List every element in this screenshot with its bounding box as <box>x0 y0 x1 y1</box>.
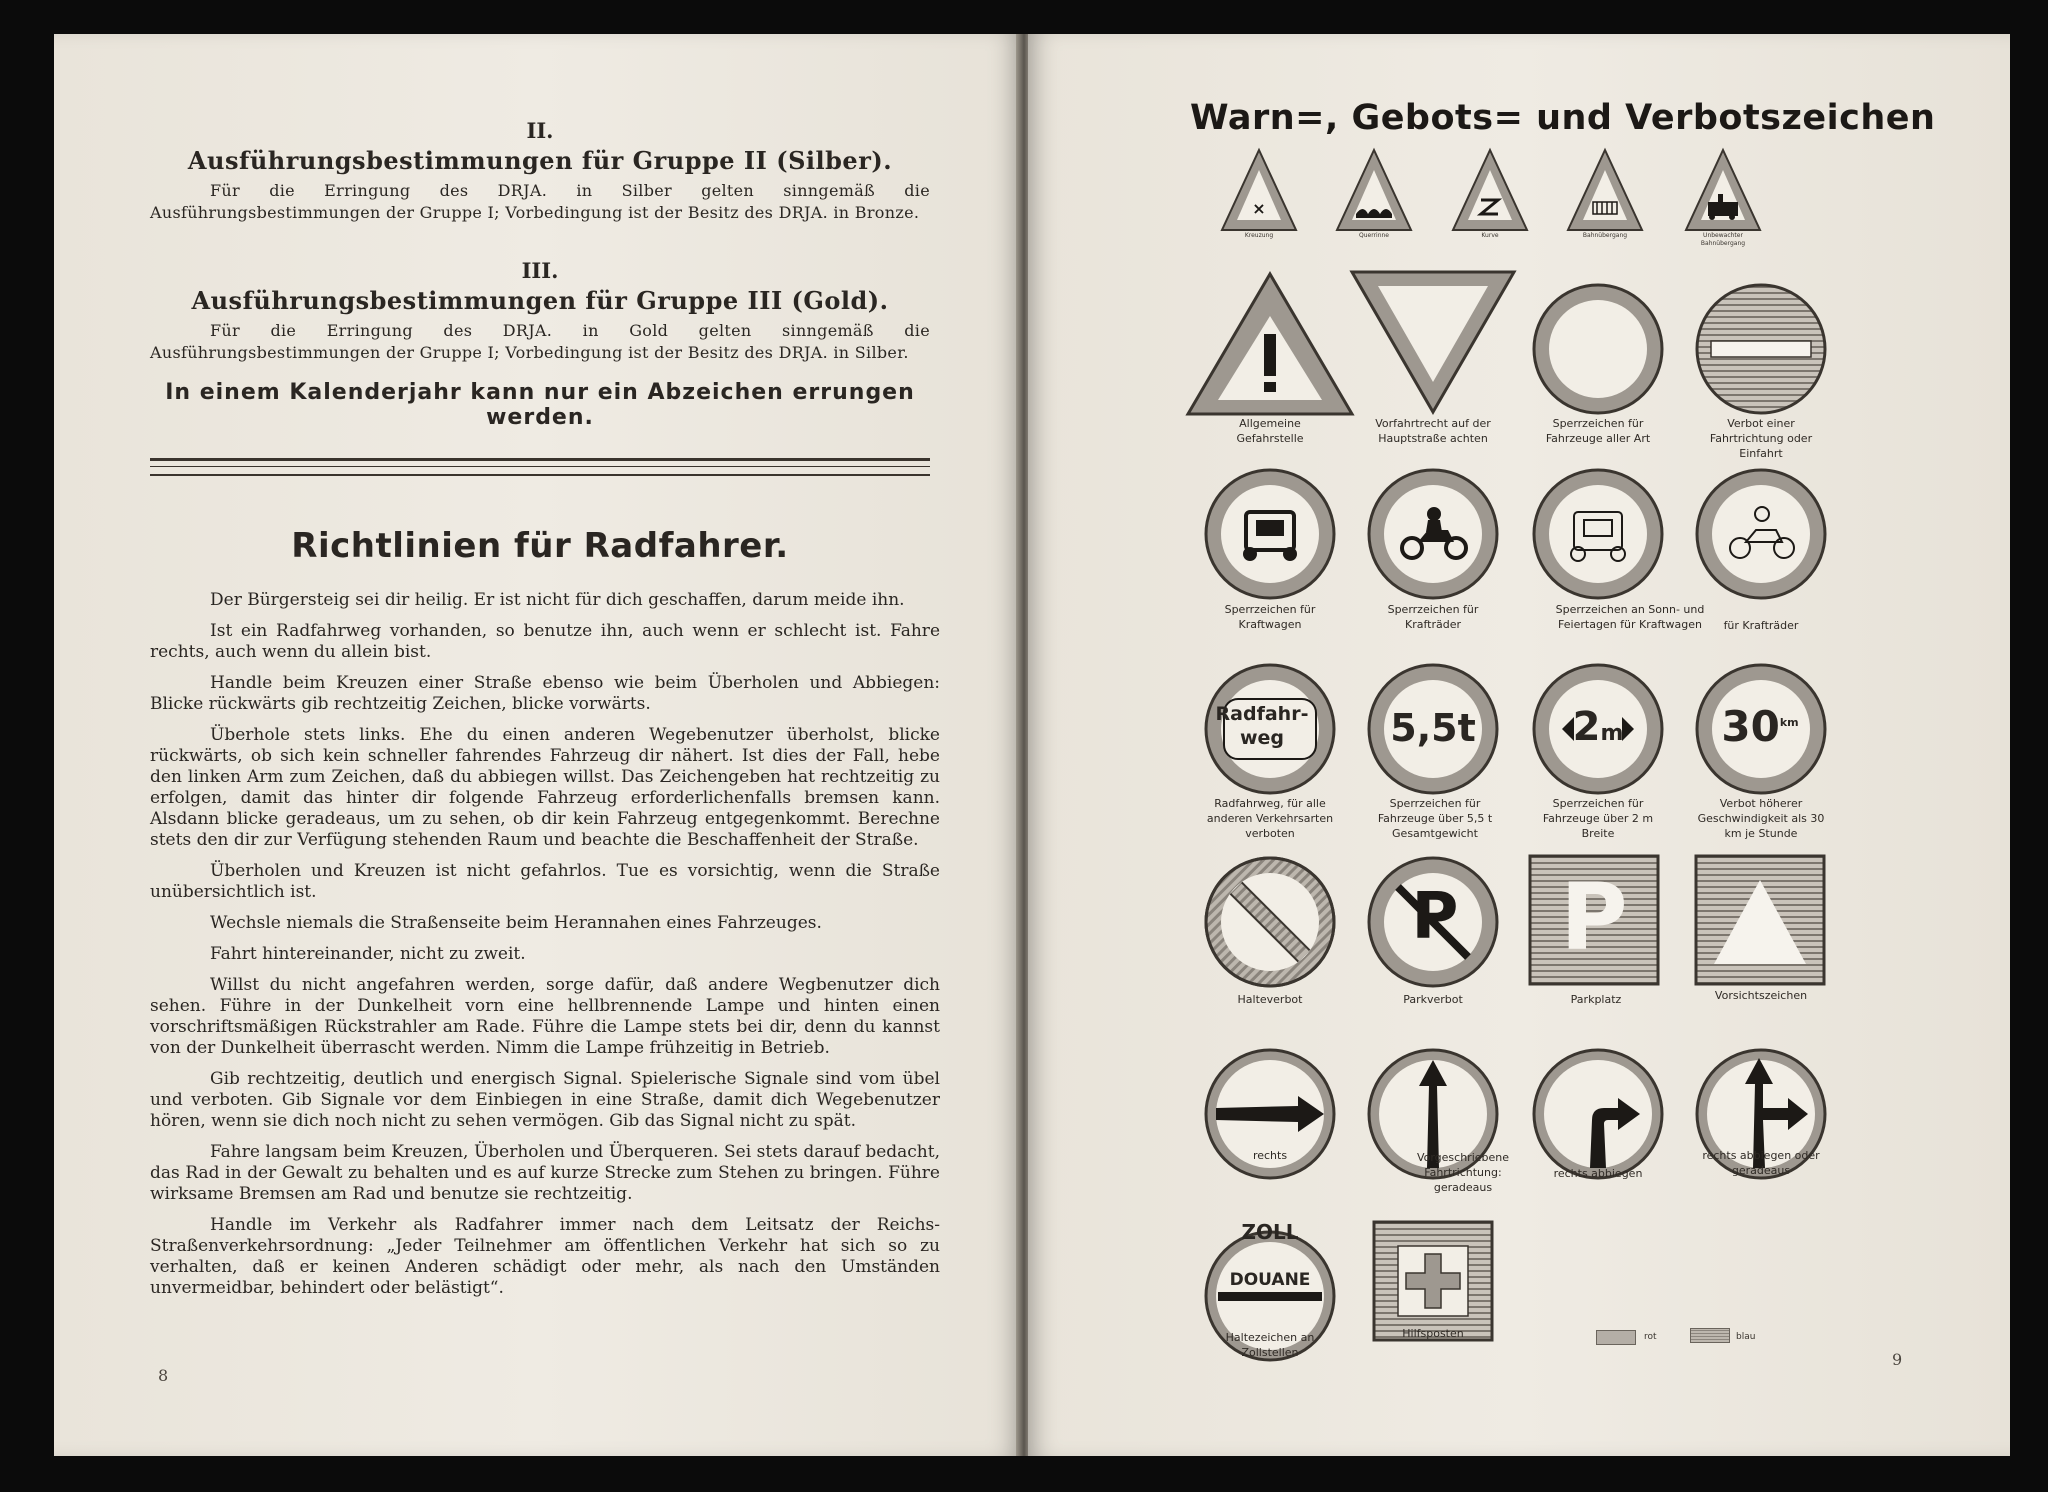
caption-caution: Vorsichtszeichen <box>1714 989 1808 1002</box>
caption-general-danger: Allgemeine Gefahrstelle <box>1236 417 1304 445</box>
weight-limit-value: 5,5t <box>1390 706 1476 750</box>
no-stopping-sign-icon <box>1206 858 1334 986</box>
caption-mandatory-right: rechts <box>1252 1149 1288 1162</box>
first-aid-post-sign-icon <box>1374 1222 1492 1340</box>
signs-title: Warn=, Gebots= und Verbotszeichen <box>1190 98 1936 138</box>
warning-sign-gutter-icon <box>1337 150 1411 230</box>
section-2-body: Für die Erringung des DRJA. in Silber gelten sinngemäß die Ausführungsbestimmungen der Gruppe I; Vorbedingung ist der Besitz des DRJA. in Bronze. <box>150 181 930 222</box>
guideline-paragraph: Fahrt hintereinander, nicht zu zweit. <box>210 944 526 964</box>
general-danger-sign-icon <box>1188 274 1352 414</box>
section-2-heading: Ausführungsbestimmungen für Gruppe II (Silber). <box>187 146 893 175</box>
svg-text:×: × <box>1252 199 1266 218</box>
section-2-number: II. <box>526 118 554 143</box>
warning-sign-railway-crossing-icon <box>1568 150 1642 230</box>
caption-right-or-straight: rechts abbiegen oder geradeaus <box>1702 1149 1820 1177</box>
guideline-paragraph: Gib rechtzeitig, deutlich und energisch Signal. Spielerische Signale sind vom übel und verboten. Gib Signale vor dem Einbiegen in eine Straße, damit dich Wegebenutzer hören, wenn sie dich noch nicht zu sehen vermögen. Gib das Signal nicht zu spät. <box>150 1069 940 1131</box>
legend-blue-swatch <box>1690 1328 1730 1343</box>
cycle-path-text-1: Radfahr- <box>1215 703 1309 725</box>
caption-railway: Bahnübergang <box>1582 232 1628 239</box>
guideline-paragraph: Wechsle niemals die Straßenseite beim Herannahen eines Fahrzeuges. <box>210 913 822 933</box>
caption-sundays-cars: Sperrzeichen an Sonn- und Feiertagen für Kraftwagen <box>1555 603 1705 631</box>
divider-rule <box>150 474 930 476</box>
caption-unguarded-railway: Unbewachter Bahnübergang <box>1700 232 1746 247</box>
cycle-path-text-2: weg <box>1239 727 1285 749</box>
caption-mandatory-right-turn: rechts abbiegen <box>1553 1167 1643 1180</box>
width-limit-unit: m <box>1600 721 1624 746</box>
caption-no-entry: Verbot einer Fahrtrichtung oder Einfahrt <box>1709 417 1813 460</box>
section-3-number: III. <box>521 258 559 283</box>
divider-rule <box>150 458 930 461</box>
legend-blue-label: blau <box>1736 1332 1756 1342</box>
no-motor-cars-sign-icon <box>1206 470 1334 598</box>
mandatory-right-turn-sign-icon <box>1534 1050 1662 1178</box>
left-page-number: 8 <box>158 1366 169 1385</box>
caption-cycle-path: Radfahrweg, für alle anderen Verkehrsarten verboten <box>1206 797 1334 840</box>
caption-gutter: Querrinne <box>1358 232 1389 239</box>
width-limit-value <box>1570 704 1626 750</box>
caption-no-parking: Parkverbot <box>1403 993 1463 1006</box>
no-motorcycles-sign-icon <box>1369 470 1497 598</box>
caption-crossing: Kreuzung <box>1244 232 1274 239</box>
guideline-paragraph: Überholen und Kreuzen ist nicht gefahrlos. Tue es vorsichtig, wenn die Straße unübersichtlich ist. <box>150 861 940 902</box>
cycle-path-sign-label <box>1208 702 1316 750</box>
section-3-body: Für die Erringung des DRJA. in Gold gelten sinngemäß die Ausführungsbestimmungen der Gruppe I; Vorbedingung ist der Besitz des DRJA. in Silber. <box>150 321 930 362</box>
caption-no-motor-cars: Sperrzeichen für Kraftwagen <box>1224 603 1316 631</box>
legend-red-swatch <box>1596 1330 1636 1345</box>
cyclist-guidelines-text <box>150 590 940 1309</box>
caption-parking: Parkplatz <box>1570 993 1622 1006</box>
caption-no-vehicles: Sperrzeichen für Fahrzeuge aller Art <box>1545 417 1651 445</box>
no-entry-sign-icon <box>1697 285 1825 413</box>
caption-speed-limit: Verbot höherer Geschwindigkeit als 30 km je Stunde <box>1697 797 1825 840</box>
calendar-year-notice: In einem Kalenderjahr kann nur ein Abzeichen errungen werden. <box>165 380 915 430</box>
width-limit-number: 2 <box>1572 704 1601 750</box>
speed-limit-number: 30 <box>1721 702 1780 751</box>
guideline-paragraph: Handle beim Kreuzen einer Straße ebenso wie beim Überholen und Abbiegen: Blicke rückwärts gib rechtzeitig Zeichen, blicke vorwärts. <box>150 673 940 714</box>
warning-sign-unguarded-railway-icon <box>1686 150 1760 230</box>
guideline-paragraph: Überhole stets links. Ehe du einen anderen Wegebenutzer überholst, blicke rückwärts, ob sich kein schneller fahrendes Fahrzeug dir nähert. Ist dies der Fall, hebe den linken Arm zum Zeichen, daß du abbiegen willst. Das Zeichengeben hat rechtzeitig zu erfolgen, damit das hinter dir folgende Fahrzeug erforderlichenfalls bremsen kann. Alsdann blicke geradeaus, um zu sehen, ob dir kein Fahrzeug entgegenkommt. Berechne stets den dir zur Verfügung stehenden Raum und beachte die Beschaffenheit der Straße. <box>150 725 940 850</box>
parking-letter: P <box>1560 864 1628 971</box>
no-motorcycles-sundays-sign-icon <box>1697 470 1825 598</box>
caption-sundays-motorcycles: für Krafträder <box>1723 619 1799 632</box>
guideline-paragraph: Fahre langsam beim Kreuzen, Überholen und Überqueren. Sei stets darauf bedacht, das Rad in der Gewalt zu behalten und es auf kurze Strecke zum Stehen zu bringen. Führe wirksame Bremsen am Rad und benutze sie rechtzeitig. <box>150 1142 940 1204</box>
caption-no-motorcycles: Sperrzeichen für Krafträder <box>1387 603 1479 631</box>
warning-sign-curve-icon <box>1453 150 1527 230</box>
caption-no-stopping: Halteverbot <box>1237 993 1303 1006</box>
caption-first-aid-post: Hilfsposten <box>1402 1327 1464 1340</box>
section-3-heading: Ausführungsbestimmungen für Gruppe III (Gold). <box>191 286 889 315</box>
caption-mandatory-straight: Vorgeschriebene Fahrtrichtung: geradeaus <box>1416 1151 1510 1194</box>
caption-weight-limit: Sperrzeichen für Fahrzeuge über 5,5 t Gesamtgewicht <box>1377 797 1493 840</box>
legend-red-label: rot <box>1644 1332 1657 1342</box>
speed-limit-value <box>1700 702 1820 751</box>
guideline-paragraph: Der Bürgersteig sei dir heilig. Er ist nicht für dich geschaffen, darum meide ihn. <box>210 590 905 610</box>
customs-zoll-text: ZOLL <box>1241 1220 1299 1244</box>
caption-width-limit: Sperrzeichen für Fahrzeuge über 2 m Breite <box>1542 797 1654 840</box>
yield-sign-icon <box>1352 272 1514 412</box>
customs-douane-text: DOUANE <box>1229 1270 1311 1290</box>
speed-limit-unit: km <box>1779 716 1799 729</box>
caption-curve: Kurve <box>1481 232 1499 239</box>
caution-sign-icon <box>1696 856 1824 984</box>
no-parking-letter: P <box>1411 880 1459 954</box>
cyclist-guidelines-heading: Richtlinien für Radfahrer. <box>291 526 789 566</box>
no-motor-cars-sundays-sign-icon <box>1534 470 1662 598</box>
no-vehicles-sign-icon <box>1534 285 1662 413</box>
guideline-paragraph: Handle im Verkehr als Radfahrer immer nach dem Leitsatz der Reichs-Straßenverkehrsordnung: „Jeder Teilnehmer am öffentlichen Verkehr hat sich so zu verhalten, daß er keinen Anderen schädigt oder mehr, als nach den Umständen unvermeidbar, behindert oder belästigt“. <box>150 1215 940 1298</box>
divider-rule <box>150 466 930 467</box>
caption-customs-stop: Haltezeichen an Zollstellen <box>1225 1331 1315 1359</box>
guideline-paragraph: Ist ein Radfahrweg vorhanden, so benutze ihn, auch wenn er schlecht ist. Fahre rechts, auch wenn du allein bist. <box>150 621 940 662</box>
warning-sign-crossing-icon <box>1222 150 1296 230</box>
traffic-signs-chart <box>1028 34 2010 1456</box>
right-page-number: 9 <box>1892 1350 1903 1369</box>
caption-yield: Vorfahrtrecht auf der Hauptstraße achten <box>1375 417 1491 445</box>
guideline-paragraph: Willst du nicht angefahren werden, sorge dafür, daß andere Wegbenutzer dich sehen. Führe in der Dunkelheit vorn eine hellbrennende Lampe und hinten einen vorschriftsmäßigen Rückstrahler am Rade. Führe die Lampe stets bei dir, denn du kannst von der Dunkelheit überrascht werden. Nimm die Lampe frühzeitig in Betrieb. <box>150 975 940 1058</box>
